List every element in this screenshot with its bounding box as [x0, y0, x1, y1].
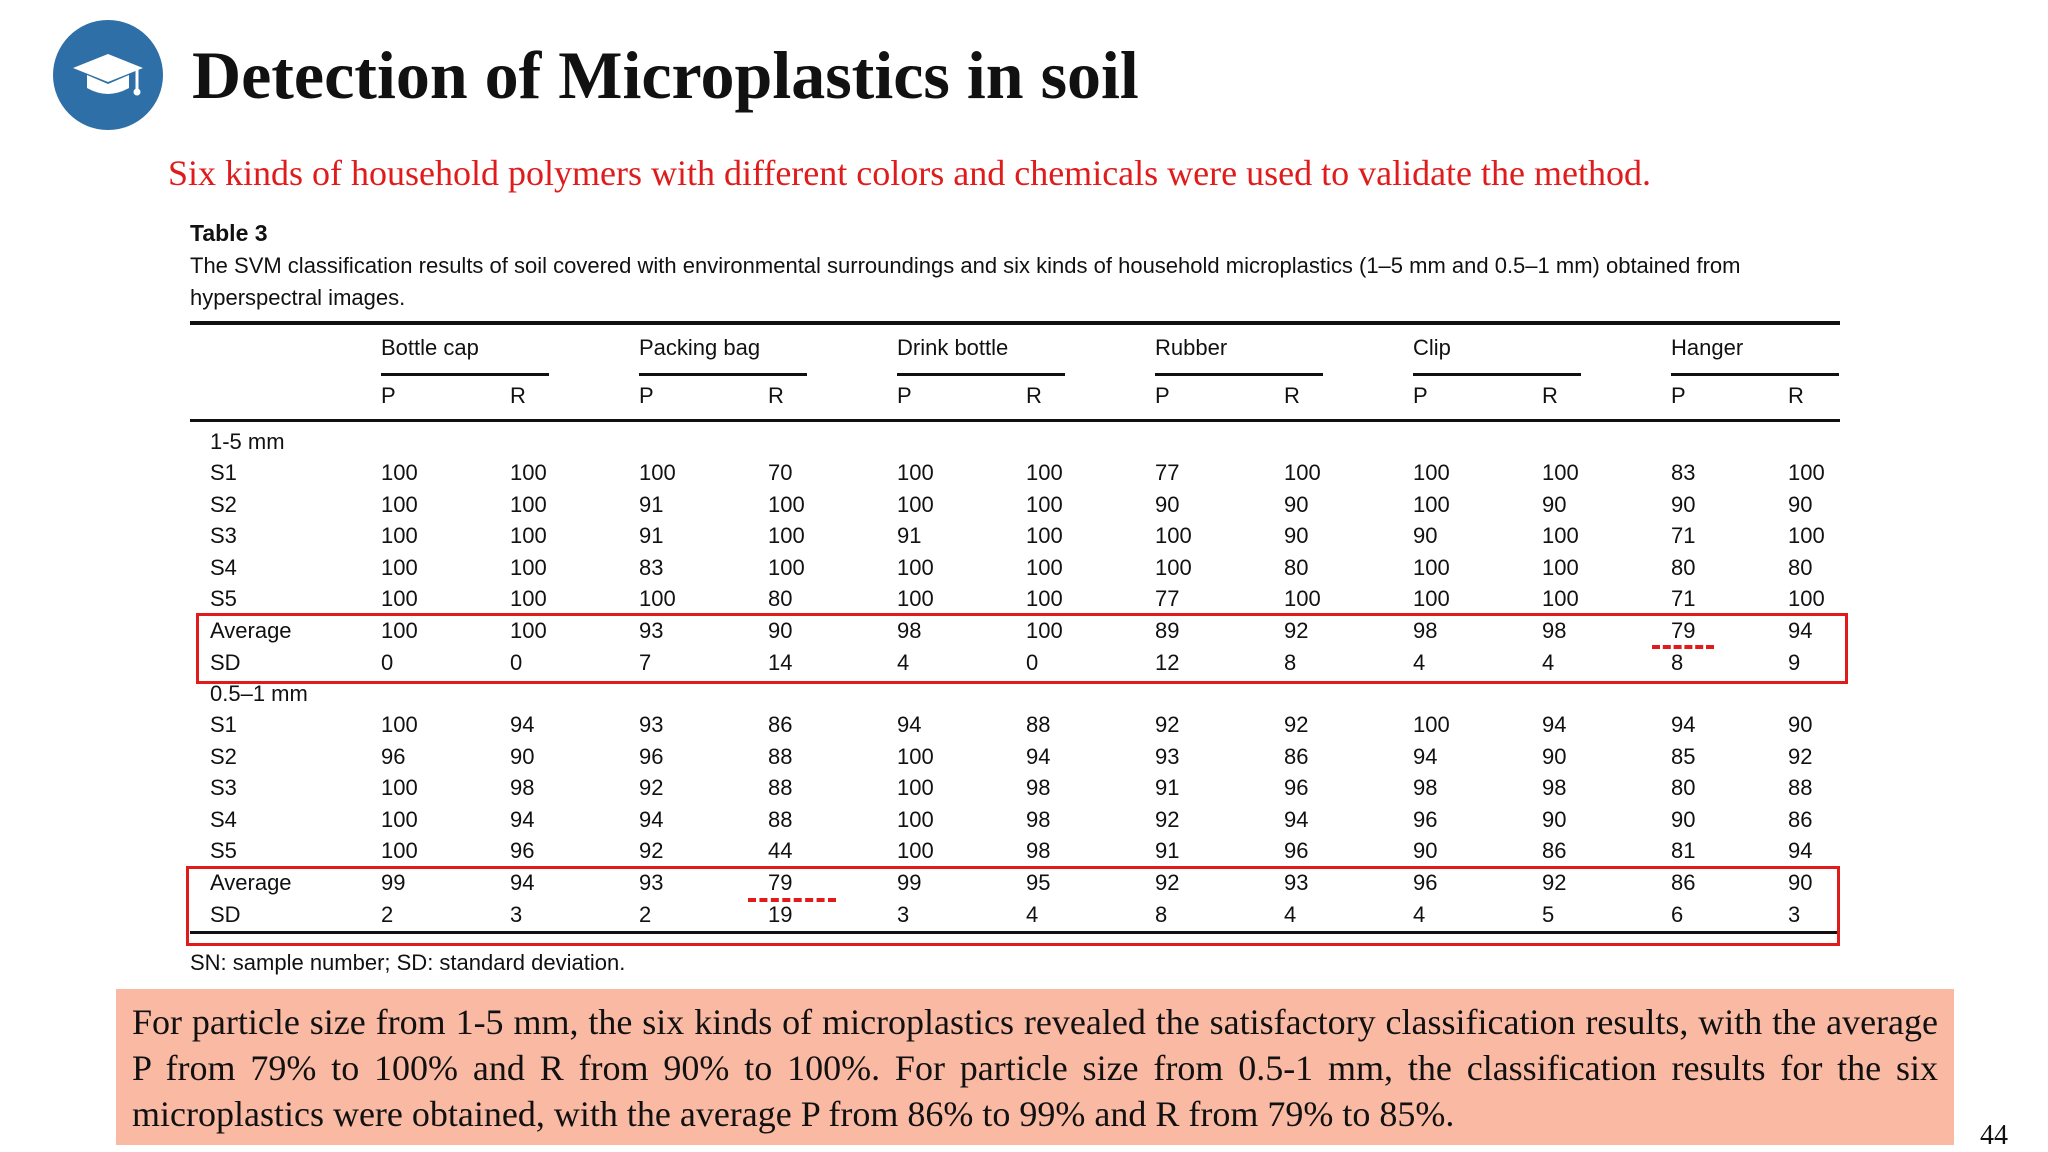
table-cell: 100 [1542, 586, 1579, 612]
table-cell: 8 [1671, 649, 1684, 675]
group-header: Drink bottle [897, 335, 1009, 360]
table-cell: 100 [510, 618, 547, 643]
table-cell: 100 [1026, 618, 1063, 643]
table-cell: 3 [1788, 901, 1801, 927]
table-cell: 4 [1284, 901, 1297, 927]
table-cell: 92 [1155, 870, 1180, 895]
subheader-p: P [639, 383, 654, 408]
subheader-r: R [1542, 383, 1558, 408]
table-cell: 96 [1413, 806, 1438, 832]
table-cell: 93 [639, 618, 664, 643]
table-cell: 94 [897, 712, 922, 737]
table-cell: 100 [1413, 712, 1450, 737]
table-cell: 100 [381, 586, 418, 612]
table-cell: 83 [1671, 460, 1696, 485]
table-cell: 100 [1542, 460, 1579, 485]
table-cell: 4 [1026, 901, 1039, 927]
table-cell: 81 [1671, 838, 1696, 864]
table-cell: 90 [1542, 491, 1567, 517]
group-rule [1413, 373, 1581, 376]
table-cell: 100 [1026, 554, 1063, 580]
table-cell: 71 [1671, 523, 1696, 549]
table-cell: 100 [1413, 491, 1450, 517]
row-name: S2 [210, 743, 237, 769]
table-cell: 90 [1542, 743, 1567, 769]
table-cell: 100 [381, 775, 418, 801]
table-cell: 80 [1788, 554, 1813, 580]
table-cell: 96 [639, 743, 664, 769]
row-name: SD [210, 649, 241, 675]
table-cell: 94 [1026, 743, 1051, 769]
table-cell: 90 [510, 743, 535, 769]
table-cell: 100 [1413, 586, 1450, 612]
dashed-marker-packing-r [748, 898, 836, 902]
table-cell: 14 [768, 649, 793, 675]
table-cell: 100 [768, 523, 805, 549]
table-cell: 90 [768, 618, 793, 643]
table-cell: 92 [1155, 712, 1180, 737]
table-cell: 88 [768, 743, 793, 769]
table-cell: 0 [381, 649, 394, 675]
table-cell: 96 [381, 743, 406, 769]
table-cell: 100 [510, 523, 547, 549]
table-cell: 93 [639, 870, 664, 895]
table-cell: 89 [1155, 618, 1180, 643]
table-cell: 94 [1542, 712, 1567, 737]
table-cell: 100 [1155, 554, 1192, 580]
table-cell: 85 [1671, 743, 1696, 769]
table-cell: 88 [768, 775, 793, 801]
table-cell: 8 [1155, 901, 1168, 927]
table-cell: 100 [381, 523, 418, 549]
subheader-p: P [381, 383, 396, 408]
slide-subtitle: Six kinds of household polymers with different colors and chemicals were used to validate the method. [168, 153, 1651, 193]
table-cell: 3 [510, 901, 523, 927]
table-cell: 94 [1788, 838, 1813, 864]
table-cell: 98 [1026, 775, 1051, 801]
table-cell: 88 [1788, 775, 1813, 801]
table-cell: 90 [1671, 491, 1696, 517]
highlight-box-1-5mm [196, 613, 1848, 684]
table-cell: 88 [768, 806, 793, 832]
table-cell: 4 [1542, 649, 1555, 675]
row-name: S2 [210, 491, 237, 517]
graduation-cap-icon [71, 50, 145, 100]
table-cell: 2 [381, 901, 394, 927]
table-cell: 90 [1155, 491, 1180, 517]
table-cell: 92 [1284, 618, 1309, 643]
row-name: Average [210, 870, 292, 895]
row-name: S5 [210, 838, 237, 864]
table-cell: 100 [510, 554, 547, 580]
table-cell: 86 [1671, 870, 1696, 895]
table-cell: 94 [1284, 806, 1309, 832]
table-cell: 7 [639, 649, 652, 675]
table-cell: 100 [1788, 523, 1825, 549]
table-cell: 71 [1671, 586, 1696, 612]
table-cell: 79 [768, 870, 793, 895]
table-cell: 90 [1413, 838, 1438, 864]
table-cell: 80 [768, 586, 793, 612]
table-cell: 100 [1788, 586, 1825, 612]
table-cell: 80 [1671, 775, 1696, 801]
table-cell: 100 [381, 806, 418, 832]
table-cell: 86 [768, 712, 793, 737]
table-cell: 90 [1542, 806, 1567, 832]
table-cell: 90 [1284, 491, 1309, 517]
summary-box: For particle size from 1-5 mm, the six kinds of microplastics revealed the satisfactory classification results, with the average P from 79% to 100% and R from 90% to 100%. For particle size from 0.5-1 mm, the classification results for the six microplastics were obtained, with the average P from 86% to 99% and R from 79% to 85%. [116, 989, 1954, 1145]
table-cell: 100 [1026, 586, 1063, 612]
table-cell: 98 [1413, 618, 1438, 643]
table-cell: 90 [1788, 491, 1813, 517]
table-cell: 98 [510, 775, 535, 801]
header-bottom-rule [190, 419, 1840, 422]
table-cell: 99 [897, 870, 922, 895]
table-cell: 90 [1413, 523, 1438, 549]
table-cell: 92 [1155, 806, 1180, 832]
table-cell: 98 [1542, 618, 1567, 643]
table-cell: 94 [1413, 743, 1438, 769]
table-cell: 90 [1788, 870, 1813, 895]
table-cell: 100 [381, 491, 418, 517]
table-cell: 96 [1284, 775, 1309, 801]
table-cell: 5 [1542, 901, 1555, 927]
table-cell: 94 [1671, 712, 1696, 737]
group-rule [897, 373, 1065, 376]
table-cell: 100 [1788, 460, 1825, 485]
table-cell: 90 [1788, 712, 1813, 737]
group-header: Clip [1413, 335, 1451, 360]
subheader-p: P [1671, 383, 1686, 408]
group-rule [381, 373, 549, 376]
subheader-r: R [768, 383, 784, 408]
table-cell: 2 [639, 901, 652, 927]
table-cell: 100 [768, 491, 805, 517]
row-name: Average [210, 618, 292, 643]
table-cell: 100 [1284, 586, 1321, 612]
table-cell: 86 [1542, 838, 1567, 864]
group-rule [639, 373, 807, 376]
table-cell: 100 [897, 743, 934, 769]
table-cell: 100 [381, 838, 418, 864]
table-cell: 100 [510, 491, 547, 517]
slide-title: Detection of Microplastics in soil [192, 37, 1139, 113]
table-footnote: SN: sample number; SD: standard deviation. [190, 950, 626, 975]
table-cell: 88 [1026, 712, 1051, 737]
table-cell: 94 [1788, 618, 1813, 643]
table-cell: 100 [381, 460, 418, 485]
table-cell: 94 [510, 806, 535, 832]
table-cell: 91 [639, 523, 664, 549]
table-cell: 100 [1284, 460, 1321, 485]
table-cell: 100 [897, 586, 934, 612]
table-cell: 90 [1284, 523, 1309, 549]
table-cell: 100 [897, 491, 934, 517]
table-cell: 90 [1671, 806, 1696, 832]
table-cell: 8 [1284, 649, 1297, 675]
group-header: Packing bag [639, 335, 761, 360]
table-cell: 100 [897, 554, 934, 580]
table-cell: 91 [897, 523, 922, 549]
table-cell: 100 [510, 460, 547, 485]
row-name: SD [210, 901, 241, 927]
table-cell: 96 [1413, 870, 1438, 895]
table-cell: 86 [1284, 743, 1309, 769]
table-cell: 0 [1026, 649, 1039, 675]
table-cell: 100 [897, 775, 934, 801]
table-cell: 91 [1155, 838, 1180, 864]
section-05-1mm-label: 0.5–1 mm [210, 681, 308, 706]
table-cell: 93 [1155, 743, 1180, 769]
row-name: S3 [210, 523, 237, 549]
table-cell: 91 [1155, 775, 1180, 801]
row-name: S5 [210, 586, 237, 612]
table-cell: 100 [639, 586, 676, 612]
table-cell: 100 [381, 712, 418, 737]
subheader-r: R [1026, 383, 1042, 408]
table-cell: 9 [1788, 649, 1801, 675]
table-cell: 100 [1026, 523, 1063, 549]
table-cell: 100 [1026, 491, 1063, 517]
table-cell: 100 [510, 586, 547, 612]
row-name: S4 [210, 806, 237, 832]
table-cell: 94 [639, 806, 664, 832]
table-cell: 77 [1155, 460, 1180, 485]
group-header: Hanger [1671, 335, 1744, 360]
table-cell: 100 [381, 618, 418, 643]
table-cell: 92 [639, 775, 664, 801]
table-cell: 96 [1284, 838, 1309, 864]
table-caption: The SVM classification results of soil covered with environmental surroundings and six kinds of household microplastics (1–5 mm and 0.5–1 mm) obtained from hyperspectral images. [190, 253, 1741, 310]
subheader-r: R [1284, 383, 1300, 408]
table-cell: 4 [1413, 901, 1426, 927]
table-cell: 12 [1155, 649, 1180, 675]
subheader-p: P [1413, 383, 1428, 408]
table-cell: 100 [381, 554, 418, 580]
table-top-rule [190, 321, 1840, 325]
table-cell: 83 [639, 554, 664, 580]
table-cell: 98 [1026, 806, 1051, 832]
table-cell: 100 [1413, 554, 1450, 580]
table-cell: 92 [1788, 743, 1813, 769]
table-cell: 98 [1542, 775, 1567, 801]
table-cell: 92 [1284, 712, 1309, 737]
table-cell: 92 [1542, 870, 1567, 895]
table-cell: 94 [510, 712, 535, 737]
subheader-r: R [510, 383, 526, 408]
subheader-p: P [897, 383, 912, 408]
table-cell: 3 [897, 901, 910, 927]
table-cell: 100 [897, 460, 934, 485]
table-cell: 91 [639, 491, 664, 517]
table-cell: 99 [381, 870, 406, 895]
table-cell: 96 [510, 838, 535, 864]
row-name: S1 [210, 460, 237, 485]
page-number: 44 [1980, 1120, 2008, 1151]
row-name: S4 [210, 554, 237, 580]
table-cell: 98 [1413, 775, 1438, 801]
group-header: Rubber [1155, 335, 1228, 360]
table-cell: 6 [1671, 901, 1684, 927]
table-cell: 80 [1671, 554, 1696, 580]
table-cell: 100 [1026, 460, 1063, 485]
table-cell: 98 [897, 618, 922, 643]
table-cell: 100 [1413, 460, 1450, 485]
group-rule [1671, 373, 1839, 376]
section-1-5mm-label: 1-5 mm [210, 429, 285, 454]
table-cell: 79 [1671, 618, 1696, 643]
table-cell: 80 [1284, 554, 1309, 580]
table-label: Table 3 [190, 220, 268, 246]
table-cell: 86 [1788, 806, 1813, 832]
subheader-r: R [1788, 383, 1804, 408]
table-cell: 100 [1542, 523, 1579, 549]
table-cell: 4 [897, 649, 910, 675]
table-cell: 100 [897, 806, 934, 832]
table-cell: 0 [510, 649, 523, 675]
row-name: S1 [210, 712, 237, 737]
table-cell: 98 [1026, 838, 1051, 864]
subheader-p: P [1155, 383, 1170, 408]
row-name: S3 [210, 775, 237, 801]
table-cell: 100 [897, 838, 934, 864]
table-cell: 44 [768, 838, 793, 864]
table-cell: 100 [639, 460, 676, 485]
table-cell: 93 [1284, 870, 1309, 895]
logo-badge [53, 20, 163, 130]
group-rule [1155, 373, 1323, 376]
table-cell: 100 [1155, 523, 1192, 549]
table-cell: 93 [639, 712, 664, 737]
group-header: Bottle cap [381, 335, 479, 360]
table-cell: 94 [510, 870, 535, 895]
table-cell: 19 [768, 901, 793, 927]
table-cell: 100 [768, 554, 805, 580]
table-cell: 100 [1542, 554, 1579, 580]
table-cell: 92 [639, 838, 664, 864]
table-cell: 4 [1413, 649, 1426, 675]
table-cell: 70 [768, 460, 793, 485]
table-cell: 77 [1155, 586, 1180, 612]
table-cell: 95 [1026, 870, 1051, 895]
dashed-marker-hanger-p [1652, 645, 1714, 649]
highlight-box-05-1mm [186, 866, 1840, 946]
